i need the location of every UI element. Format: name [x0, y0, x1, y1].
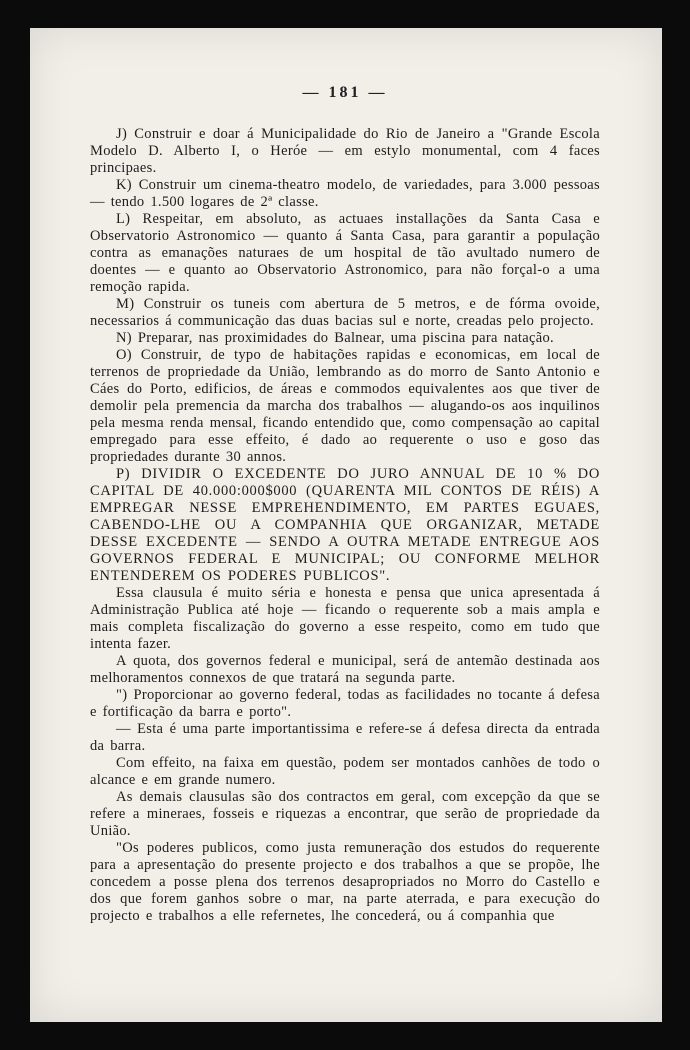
paragraph: ") Proporcionar ao governo federal, todas as facilidades no tocante á defesa e fortificação da barra e porto". [90, 687, 600, 720]
paragraph: — Esta é uma parte importantissima e refere-se á defesa directa da entrada da barra. [90, 721, 600, 754]
paragraph: As demais clausulas são dos contractos em geral, com excepção da que se refere a mineraes, fosseis e riquezas a encontrar, que serão de propriedade da União. [90, 789, 600, 839]
paragraph: "Os poderes publicos, como justa remuneração dos estudos do requerente para a apresentação do presente projecto e dos trabalhos a que se propõe, lhe concedem a posse plena dos terrenos desapropriados no Morro do Castello e dos que forem ganhos sobre o mar, na parte aterrada, e para execução do projecto e trabalhos a elle refernetes, lhe concederá, ou á companhia que [90, 840, 600, 924]
page-number: — 181 — [302, 84, 388, 101]
paragraph: O) Construir, de typo de habitações rapidas e economicas, em local de terrenos de propriedade da União, lembrando as do morro de Santo Antonio e Cáes do Porto, edificios, de áreas e commodos equivalentes aos que tiver de demolir pela premencia da marcha dos trabalhos — alugando-os aos inquilinos pela mesma renda mensal, ficando entendido que, como compensação ao capital empregado para esse effeito, é dado ao requerente o uso e goso das propriedades durante 30 annos. [90, 347, 600, 465]
page-body [90, 126, 600, 925]
paragraph: Essa clausula é muito séria e honesta e pensa que unica apresentada á Administração Publica até hoje — ficando o requerente sob a mais ampla e mais completa fiscalização do governo a esse respeito, como em tudo que intenta fazer. [90, 585, 600, 652]
paragraph: L) Respeitar, em absoluto, as actuaes installações da Santa Casa e Observatorio Astronomico — quanto á Santa Casa, para garantir a população contra as emanações naturaes de um hospital de tão avultado numero de doentes — e quanto ao Observatorio Astronomico, para não forçal-o a uma remoção rapida. [90, 211, 600, 295]
paragraph: M) Construir os tuneis com abertura de 5 metros, e de fórma ovoide, necessarios á communicação das duas bacias sul e norte, creadas pelo projecto. [90, 296, 600, 329]
paragraph: A quota, dos governos federal e municipal, será de antemão destinada aos melhoramentos connexos de que tratará na segunda parte. [90, 653, 600, 686]
paragraph: K) Construir um cinema-theatro modelo, de variedades, para 3.000 pessoas — tendo 1.500 logares de 2ª classe. [90, 177, 600, 210]
paragraph: N) Preparar, nas proximidades do Balnear, uma piscina para natação. [116, 330, 554, 346]
paragraph: P) DIVIDIR O EXCEDENTE DO JURO ANNUAL DE 10 % DO CAPITAL DE 40.000:000$000 (QUARENTA MIL CONTOS DE RÉIS) A EMPREGAR NESSE EMPREHENDIMENTO, EM PARTES EGUAES, CABENDO-LHE OU A COMPANHIA QUE ORGANIZAR, METADE DESSE EXCEDENTE — SENDO A OUTRA METADE ENTREGUE AOS GOVERNOS FEDERAL E MUNICIPAL; OU CONFORME MELHOR ENTENDEREM OS PODERES PUBLICOS". [90, 466, 600, 584]
paragraph: J) Construir e doar á Municipalidade do Rio de Janeiro a "Grande Escola Modelo D. Alberto I, o Heróe — em estylo monumental, com 4 faces principaes. [90, 126, 600, 176]
document-page [30, 28, 662, 1022]
paragraph: Com effeito, na faixa em questão, podem ser montados canhões de todo o alcance e em grande numero. [90, 755, 600, 788]
